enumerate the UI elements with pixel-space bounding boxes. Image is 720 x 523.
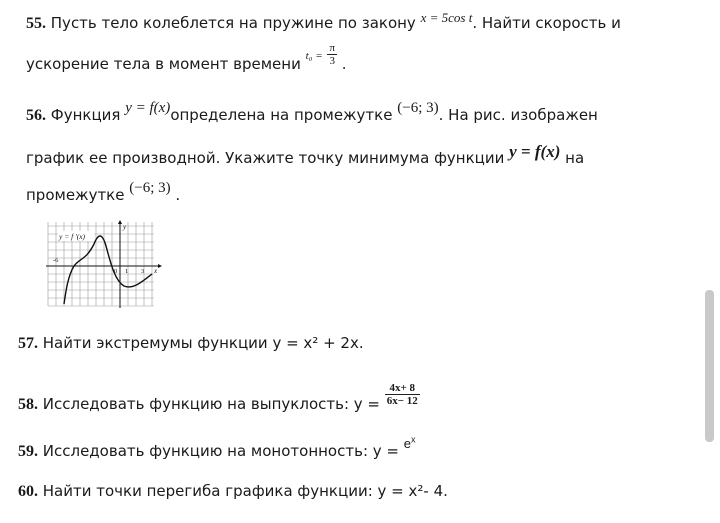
derivative-graph — [44, 220, 162, 308]
graph-y-label: y — [123, 223, 127, 231]
problem-59 — [18, 434, 416, 461]
problem-56-line2 — [26, 142, 585, 168]
problem-56-line3 — [26, 180, 181, 205]
problem-56-period: . — [175, 186, 181, 204]
derivative-curve — [64, 236, 152, 304]
problem-55-t0: t₀ = — [305, 50, 323, 62]
problem-58-text: Исследовать функцию на выпуклость: y = — [42, 395, 380, 413]
problem-59-formula — [404, 436, 416, 451]
exp-base: e — [403, 436, 411, 451]
problem-56-interval2: (−6; 3) — [129, 180, 171, 196]
problem-56-na: на — [565, 149, 585, 167]
problem-56-number: 56. — [26, 107, 46, 124]
problem-55-fraction — [327, 42, 337, 67]
problem-56-word1: Функция — [50, 106, 121, 124]
problem-55-line2 — [26, 42, 347, 77]
problem-60-number: 60. — [18, 483, 38, 500]
exp-power: x — [411, 434, 416, 445]
problem-56-interval: (−6; 3) — [397, 100, 439, 116]
problem-59-text: Исследовать функцию на монотонность: y = — [42, 442, 399, 460]
graph-tick-0: 0 — [114, 268, 118, 275]
problem-56-word2: определена на промежутке — [170, 106, 393, 124]
problem-56-word3: . На рис. изображен — [438, 106, 598, 124]
problem-60 — [18, 482, 448, 501]
problem-55-text2: ускорение тела в момент времени — [26, 55, 301, 73]
graph-tick-3: 3 — [141, 268, 145, 275]
problem-55-text-end: . Найти скорость и — [472, 14, 621, 32]
problem-58-fraction — [385, 382, 420, 407]
fraction-denominator: 3 — [329, 55, 335, 67]
problem-55-number: 55. — [26, 15, 46, 32]
problem-60-text: Найти точки перегиба графика функции: y = x²- 4. — [42, 482, 448, 500]
fraction-denominator: 6x− 12 — [386, 395, 418, 407]
problem-57-number: 57. — [18, 335, 38, 352]
problem-55-period: . — [341, 55, 347, 73]
problem-56-formula2: y = f(x) — [509, 142, 561, 161]
problem-56-text2: график ее производной. Укажите точку минимума функции — [26, 149, 505, 167]
problem-55-line1 — [26, 10, 621, 33]
graph-y-arrow — [118, 220, 122, 224]
problem-56-formula: y = f(x) — [125, 100, 171, 116]
problem-55-formula: x = 5cos t — [420, 10, 473, 25]
fraction-numerator: π — [329, 42, 336, 54]
graph-tick-minus6: -6 — [53, 257, 59, 264]
problem-59-number: 59. — [18, 443, 38, 460]
problem-58-number: 58. — [18, 396, 38, 413]
problem-56-text3: промежутке — [26, 186, 125, 204]
fraction-numerator: 4x+ 8 — [385, 382, 420, 395]
graph-x-arrow — [158, 264, 162, 268]
problem-55-text: Пусть тело колеблется на пружине по закону — [50, 14, 416, 32]
problem-56-line1 — [26, 100, 598, 125]
vertical-scrollbar[interactable] — [705, 290, 714, 442]
graph-x-label: x — [154, 267, 158, 275]
problem-57-text: Найти экстремумы функции y = x² + 2x. — [42, 334, 364, 352]
graph-tick-1: 1 — [125, 268, 129, 275]
problem-57 — [18, 334, 364, 353]
graph-label: y = f '(x) — [59, 232, 86, 241]
problem-58 — [18, 382, 420, 417]
